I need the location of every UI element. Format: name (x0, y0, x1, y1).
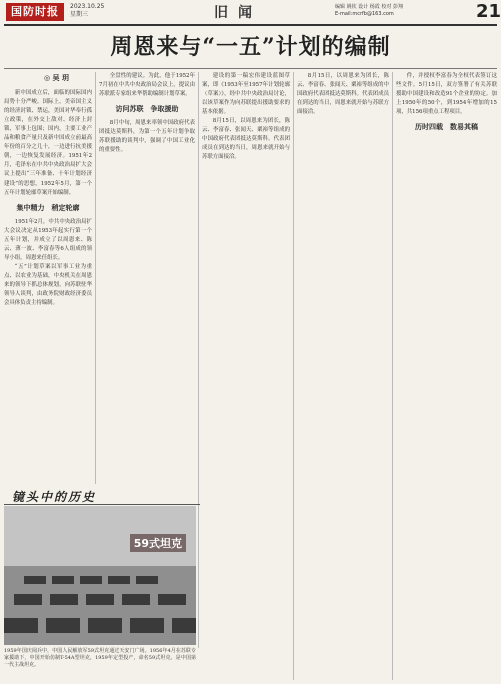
photo-illustration (4, 506, 196, 645)
article-column-1 (4, 72, 92, 484)
paragraph: 1951年2月，中共中央政治局扩大会议决定从1953年起实行第一个五年计划，并成立了以周恩来、陈云、薄一波、李富春等6人组成的领导小组，周恩来任组长。 (4, 218, 92, 261)
column-divider (392, 72, 393, 680)
article-column-3 (202, 72, 290, 680)
editor-names: 编辑 姚钦 设计 杨霞 校对 彭翔 (335, 4, 403, 10)
article-column-5 (396, 72, 497, 680)
paragraph: 8月15日，以周恩来为团长，陈云、李富春、张闻天、粟裕等组成的中国政府代表团抵达莫斯科。代表团成员在到达的当日，周恩来就开始与苏联方面接洽。 (202, 118, 290, 161)
column-divider (95, 72, 96, 484)
subhead: 访问苏联 争取援助 (115, 105, 179, 114)
photo-label: 59式坦克 (130, 534, 186, 552)
photo-caption: 1959年国庆阅兵中，中国人民解放军59式坦克通过天安门广场。1956年4月在苏联专家援助下，中国开始仿制T-54A型坦克，1959年定型投产，命名59式坦克，是中国第一代主战坦克。 (4, 648, 196, 668)
section-title: 旧闻 (214, 5, 262, 21)
masthead-rule (4, 24, 497, 26)
weekday-text: 星期三 (70, 11, 89, 18)
paragraph: “五”计划草案以军事工业为重点、以农业为基础，中央机关在周恩来的领导下抓总体规划，向苏联驻华领导人谈判，由政务院财政经济委员会具体负责主持编制。 (4, 263, 92, 307)
article-headline: 周恩来与“一五”计划的编制 (110, 34, 391, 60)
headline-rule (4, 68, 497, 69)
byline: ◎ 吴 玥 (44, 74, 69, 82)
column-divider (293, 72, 294, 680)
issue-date (70, 3, 104, 19)
subhead: 集中精力 稍定轮廓 (16, 203, 80, 212)
paragraph: 件，并授权李富春为全权代表签订这些文件。5月15日，双方签署了有关苏联援助中国建设和改造91个企业的协定。加上1950年的50个，到1954年增加的15项，共156项重点工程项目。 (396, 73, 497, 116)
paragraph: 新中国成立后，面临的国际国内局势十分严峻。国际上，美帝国主义的经济封锁、禁运，美国对华奉行孤立政策，在外交上敌对、经济上封锁、军事上包围；国内，主要工业产品和粮食产量只及新中国成立前最高年份的百分之几十，一边进行抗美援朝，一边恢复发展经济。1951年2月，毛泽东在中共中央政治局扩大会议上提出“三年准备、十年计划经济建设”的思想，1952年5月，第一个五年计划轮廓草案开始编制。 (4, 90, 92, 196)
subhead: 历时四载 数易其稿 (415, 123, 478, 132)
masthead (0, 0, 501, 26)
photo-section-title: 镜头中的历史 (4, 488, 200, 505)
editor-email: E-mail:mcrfb@163.com (335, 11, 394, 17)
date-text: 2023.10.25 (70, 3, 105, 10)
paragraph: 8月15日，以周恩来为团长，陈云、李富春、张闻天、粟裕等组成的中国政府代表团抵达莫斯科。代表团成员在到达的当日，周恩来就开始与苏联方面接洽。 (297, 73, 389, 116)
tank-parade-photo (4, 506, 196, 645)
page-number: 21 (476, 1, 501, 22)
article-column-4 (297, 72, 389, 680)
paragraph: 全盘性的建议。为此，他于1952年7月初在中共中央政治局会议上，提议由苏联派专家组来华帮助编制计划草案。 (99, 73, 195, 98)
newspaper-logo: 国防时报 (6, 3, 64, 21)
column-divider (198, 72, 199, 648)
paragraph: 建设的第一稿宏伟建设蓝图草案，即《1953年至1957年计划轮廓（草案）》，经中共中央政治局讨论，以该草案作为向苏联提出援助要求的基本依据。 (202, 73, 290, 116)
paragraph: 8月中旬，周恩来率领中国政府代表团抵达莫斯科，为第一个五年计划争取苏联援助的谈判中，强调了中国工业化的重要性。 (99, 120, 195, 154)
article-column-2 (99, 72, 195, 484)
editor-credits (335, 4, 475, 18)
